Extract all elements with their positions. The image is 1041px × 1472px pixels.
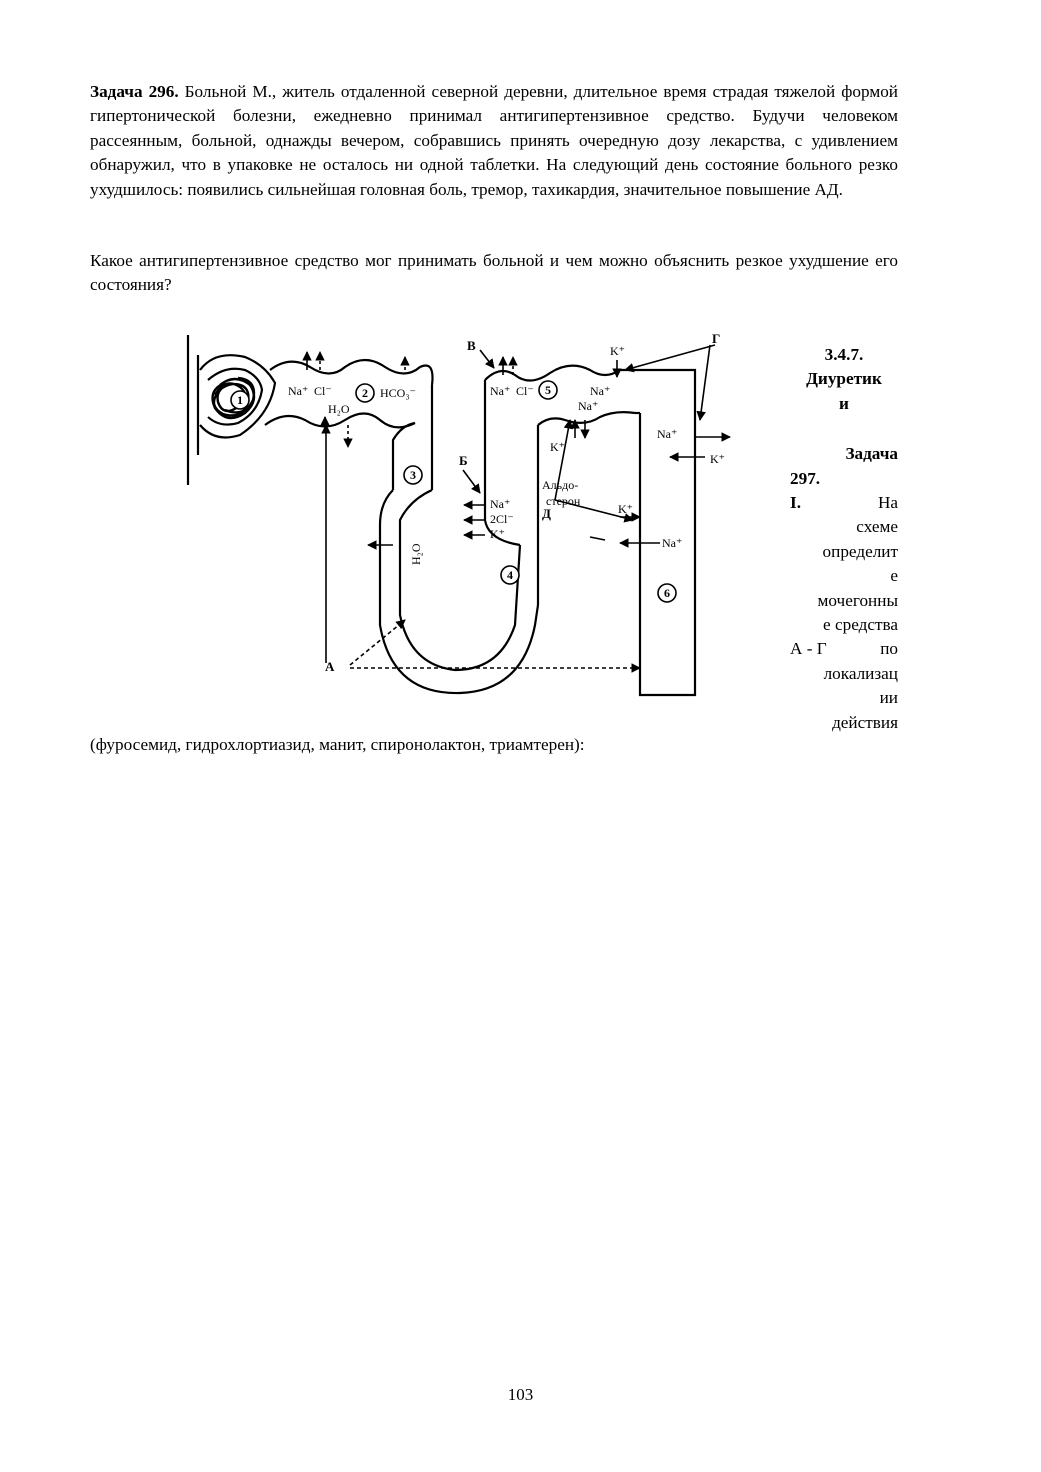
task-297-text-5: е средства xyxy=(823,615,898,635)
ion-k-aldo: K⁺ xyxy=(550,440,565,454)
section-number: 3.4.7. xyxy=(824,345,864,364)
ion-na-distal: Na⁺ xyxy=(490,384,511,398)
task-296-question: Какое антигипертензивное средство мог принимать больной и чем можно объяснить резкое ухудшение его состояния? xyxy=(90,251,898,295)
ion-hco3: HCO₃⁻ xyxy=(380,386,416,400)
task-297-text-1: схеме xyxy=(856,517,898,537)
section-title-1: Диуретик xyxy=(806,369,882,389)
task-297-text-4: мочегонны xyxy=(817,590,898,610)
segment-number-6: 6 xyxy=(664,586,670,600)
task-297-text-2: определит xyxy=(822,541,898,561)
segment-number-1: 1 xyxy=(237,393,243,407)
section-title-2: и xyxy=(839,393,849,413)
ion-h2o-descending: H₂O xyxy=(409,543,423,565)
ion-cl-distal: Cl⁻ xyxy=(516,384,534,398)
task-297-text-3: е xyxy=(890,566,898,586)
task-297-text-9: действия xyxy=(832,712,898,732)
ion-2cl-loop: 2Cl⁻ xyxy=(490,512,514,526)
segment-number-2: 2 xyxy=(362,386,368,400)
ion-na-loop: Na⁺ xyxy=(490,497,511,511)
ion-k-late: K⁺ xyxy=(618,502,633,516)
task-297-text-6: А - Г по xyxy=(790,639,898,659)
ion-na-collecting: Na⁺ xyxy=(657,427,678,441)
label-b: Б xyxy=(459,453,468,468)
task-296-text: Больной М., житель отдаленной северной деревни, длительное время страдая тяжелой формой гипертонической болезни, ежедневно принимал антигипертензивное средство. Будучи человеком рассеянным, больной, однажды вечером, собравшись принять очередную дозу лекарства, с удивлением обнаружил, что в упаковке не осталось ни одной таблетки. На следующий день состояние больного резко ухудшилось: появились сильнейшая головная боль, тремор, тахикардия, значительное повышение АД. xyxy=(90,82,898,199)
segment-number-3: 3 xyxy=(410,468,416,482)
aldosterone-label-1: Альдо- xyxy=(542,478,579,492)
label-d: Д xyxy=(542,506,551,521)
sidebar-column xyxy=(790,343,898,735)
segment-number-4: 4 xyxy=(507,568,513,582)
ion-k-collecting: K⁺ xyxy=(710,452,725,466)
ion-cl-proximal: Cl⁻ xyxy=(314,384,332,398)
ion-k-top: K⁺ xyxy=(610,344,625,358)
label-v: В xyxy=(467,338,476,353)
ion-na-distal-3: Na⁺ xyxy=(578,399,599,413)
segment-number-5: 5 xyxy=(545,383,551,397)
task-297-text-7: локализац xyxy=(823,663,898,683)
task-296-paragraph xyxy=(90,80,898,202)
task-297-text-8: ии xyxy=(879,688,898,708)
ion-na-late: Na⁺ xyxy=(662,536,683,550)
label-g: Г xyxy=(712,331,721,346)
ion-na-distal-2: Na⁺ xyxy=(590,384,611,398)
ion-na-proximal: Na⁺ xyxy=(288,384,309,398)
task-297-label: Задача 297. xyxy=(790,444,898,488)
nephron-diagram xyxy=(170,325,740,715)
drug-list: (фуросемид, гидрохлортиазид, манит, спиронолактон, триамтерен): xyxy=(90,735,585,754)
ion-h2o-proximal: H₂O xyxy=(328,402,350,416)
page-number: 103 xyxy=(507,1385,534,1404)
label-a: А xyxy=(325,659,335,674)
task-296-label: Задача 296. xyxy=(90,82,179,101)
aldosterone-label-2: стерон xyxy=(546,494,581,508)
task-297-line-1: I. На xyxy=(790,493,898,513)
ion-k-loop: K⁺ xyxy=(490,527,505,541)
